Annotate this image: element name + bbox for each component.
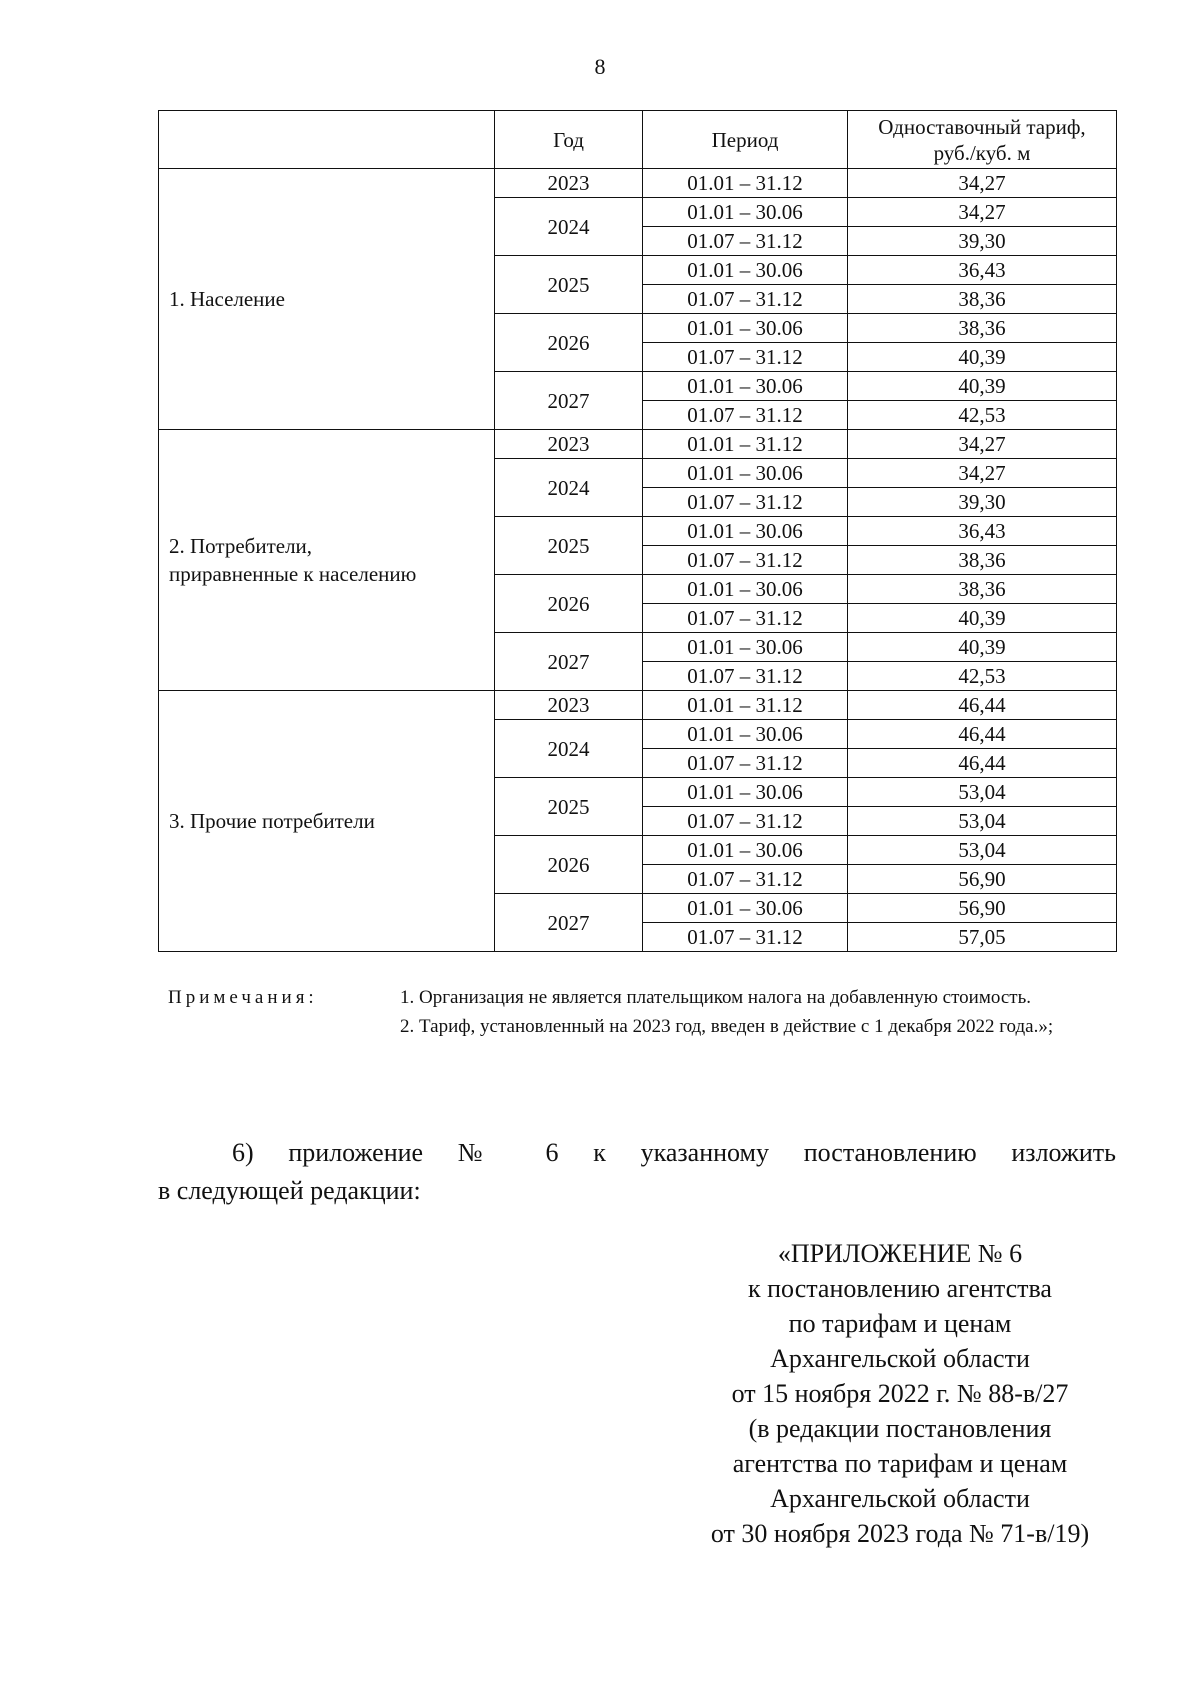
appendix-line: от 15 ноября 2022 г. № 88-в/27 xyxy=(731,1379,1069,1408)
year-cell: 2023 xyxy=(495,691,643,720)
header-tariff-line2: руб./куб. м xyxy=(933,140,1031,165)
tariff-cell: 53,04 xyxy=(848,807,1117,836)
tariff-cell: 34,27 xyxy=(848,198,1117,227)
note-item: 2. Тариф, установленный на 2023 год, введен в действие с 1 декабря 2022 года.»; xyxy=(400,1016,1054,1037)
year-cell: 2025 xyxy=(495,256,643,314)
year-cell: 2024 xyxy=(495,198,643,256)
period-cell: 01.07 – 31.12 xyxy=(643,488,848,517)
period-cell: 01.01 – 30.06 xyxy=(643,575,848,604)
period-cell: 01.07 – 31.12 xyxy=(643,865,848,894)
appendix-line: по тарифам и ценам xyxy=(788,1309,1012,1338)
year-cell: 2023 xyxy=(495,430,643,459)
period-cell: 01.01 – 30.06 xyxy=(643,894,848,923)
period-cell: 01.01 – 30.06 xyxy=(643,256,848,285)
period-cell: 01.01 – 30.06 xyxy=(643,517,848,546)
table-row xyxy=(159,430,1117,459)
year-cell: 2024 xyxy=(495,720,643,778)
consumer-group-cell xyxy=(159,430,495,691)
year-cell: 2026 xyxy=(495,836,643,894)
period-cell: 01.01 – 30.06 xyxy=(643,198,848,227)
period-cell: 01.01 – 30.06 xyxy=(643,836,848,865)
tariff-cell: 34,27 xyxy=(848,459,1117,488)
header-tariff-line1: Одноставочный тариф, xyxy=(878,114,1086,139)
appendix-heading xyxy=(660,1236,1140,1551)
appendix-line: Архангельской области xyxy=(770,1484,1030,1513)
tariff-table xyxy=(158,110,1117,952)
consumer-group-label: 3. Прочие потребители xyxy=(169,809,375,833)
year-cell: 2026 xyxy=(495,575,643,633)
tariff-cell: 38,36 xyxy=(848,285,1117,314)
tariff-cell: 46,44 xyxy=(848,691,1117,720)
tariff-cell: 39,30 xyxy=(848,227,1117,256)
header-category xyxy=(159,111,495,169)
appendix-line: агентства по тарифам и ценам xyxy=(732,1449,1068,1478)
tariff-cell: 42,53 xyxy=(848,662,1117,691)
paragraph-6-line2: в следующей редакции: xyxy=(158,1176,421,1205)
year-cell: 2027 xyxy=(495,372,643,430)
period-cell: 01.07 – 31.12 xyxy=(643,285,848,314)
tariff-cell: 38,36 xyxy=(848,314,1117,343)
tariff-table-body xyxy=(159,169,1117,952)
consumer-group-label: 1. Население xyxy=(169,287,285,311)
header-period: Период xyxy=(643,111,848,169)
period-cell: 01.07 – 31.12 xyxy=(643,604,848,633)
period-cell: 01.07 – 31.12 xyxy=(643,401,848,430)
tariff-cell: 40,39 xyxy=(848,343,1117,372)
tariff-cell: 53,04 xyxy=(848,836,1117,865)
period-cell: 01.01 – 31.12 xyxy=(643,430,848,459)
notes-list xyxy=(400,983,1116,1041)
tariff-cell: 53,04 xyxy=(848,778,1117,807)
tariff-cell: 46,44 xyxy=(848,749,1117,778)
consumer-group-label: 2. Потребители, xyxy=(169,534,313,558)
tariff-cell: 36,43 xyxy=(848,517,1117,546)
consumer-group-cell xyxy=(159,691,495,952)
appendix-line: «ПРИЛОЖЕНИЕ № 6 xyxy=(777,1239,1023,1268)
year-cell: 2024 xyxy=(495,459,643,517)
year-cell: 2025 xyxy=(495,517,643,575)
year-cell: 2026 xyxy=(495,314,643,372)
tariff-cell: 40,39 xyxy=(848,372,1117,401)
period-cell: 01.01 – 30.06 xyxy=(643,720,848,749)
appendix-line: от 30 ноября 2023 года № 71-в/19) xyxy=(710,1519,1090,1548)
tariff-cell: 42,53 xyxy=(848,401,1117,430)
notes-label: Примечания: xyxy=(168,987,318,1008)
year-cell: 2027 xyxy=(495,633,643,691)
table-row xyxy=(159,691,1117,720)
tariff-cell: 38,36 xyxy=(848,575,1117,604)
paragraph-6-line1: 6) приложение № 6 к указанному постановлению изложить xyxy=(232,1138,1116,1167)
period-cell: 01.07 – 31.12 xyxy=(643,749,848,778)
table-header-row xyxy=(159,111,1117,169)
tariff-cell: 40,39 xyxy=(848,604,1117,633)
tariff-cell: 57,05 xyxy=(848,923,1117,952)
period-cell: 01.01 – 31.12 xyxy=(643,169,848,198)
tariff-cell: 36,43 xyxy=(848,256,1117,285)
period-cell: 01.07 – 31.12 xyxy=(643,662,848,691)
header-tariff xyxy=(848,111,1117,169)
period-cell: 01.01 – 30.06 xyxy=(643,372,848,401)
period-cell: 01.07 – 31.12 xyxy=(643,546,848,575)
period-cell: 01.01 – 30.06 xyxy=(643,459,848,488)
appendix-line: (в редакции постановления xyxy=(748,1414,1052,1443)
tariff-cell: 56,90 xyxy=(848,894,1117,923)
tariff-cell: 39,30 xyxy=(848,488,1117,517)
page-number: 8 xyxy=(594,54,606,79)
period-cell: 01.07 – 31.12 xyxy=(643,923,848,952)
year-cell: 2023 xyxy=(495,169,643,198)
note-item: 1. Организация не является плательщиком налога на добавленную стоимость. xyxy=(400,987,1031,1008)
tariff-cell: 38,36 xyxy=(848,546,1117,575)
header-year: Год xyxy=(495,111,643,169)
appendix-line: Архангельской области xyxy=(770,1344,1030,1373)
year-cell: 2025 xyxy=(495,778,643,836)
appendix-line: к постановлению агентства xyxy=(748,1274,1052,1303)
period-cell: 01.01 – 30.06 xyxy=(643,314,848,343)
tariff-cell: 40,39 xyxy=(848,633,1117,662)
period-cell: 01.07 – 31.12 xyxy=(643,227,848,256)
table-row xyxy=(159,169,1117,198)
period-cell: 01.07 – 31.12 xyxy=(643,343,848,372)
tariff-cell: 34,27 xyxy=(848,430,1117,459)
period-cell: 01.01 – 30.06 xyxy=(643,633,848,662)
tariff-cell: 56,90 xyxy=(848,865,1117,894)
period-cell: 01.01 – 30.06 xyxy=(643,778,848,807)
year-cell: 2027 xyxy=(495,894,643,952)
period-cell: 01.01 – 31.12 xyxy=(643,691,848,720)
consumer-group-cell xyxy=(159,169,495,430)
tariff-cell: 34,27 xyxy=(848,169,1117,198)
tariff-cell: 46,44 xyxy=(848,720,1117,749)
paragraph-6 xyxy=(158,1134,1116,1210)
consumer-group-label: приравненные к населению xyxy=(169,562,417,586)
period-cell: 01.07 – 31.12 xyxy=(643,807,848,836)
